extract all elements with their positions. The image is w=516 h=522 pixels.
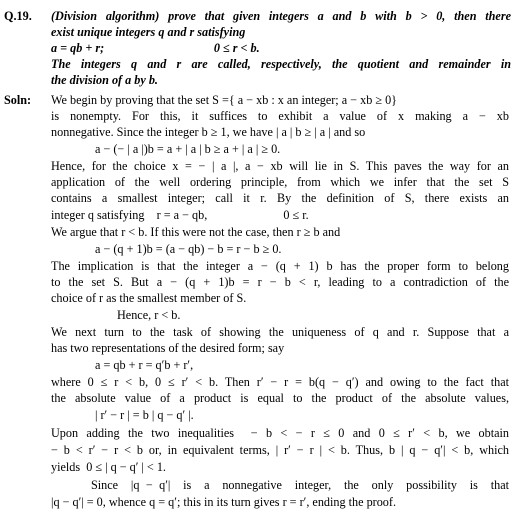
question-number: Q.19. bbox=[4, 9, 32, 23]
solution-line-7: contains a smallest integer; call it r. By the definition of S, there exists an bbox=[51, 191, 509, 205]
solution-line-24: Since |q − q′| is a nonnegative integer, the only possibility is that bbox=[91, 478, 509, 492]
solution-line-10: a − (q + 1)b = (a − qb) − b = r − b ≥ 0. bbox=[95, 242, 282, 256]
solution-line-22: − b < r′ − r < b or, in equivalent terms, | r′ − r | < b. Thus, b | q − q′| < b, which bbox=[51, 443, 509, 457]
solution-line-19: the absolute value of a product is equal to the product of the absolute values, bbox=[51, 391, 509, 405]
question-line-5: the division of a by b. bbox=[51, 73, 158, 87]
question-line-2: exist unique integers q and r satisfying bbox=[51, 25, 246, 39]
solution-line-2: is nonempty. For this, it suffices to exhibit a value of x making a − xb bbox=[51, 109, 509, 123]
solution-line-15: We next turn to the task of showing the uniqueness of q and r. Suppose that a bbox=[51, 325, 509, 339]
solution-line-13: choice of r as the smallest member of S. bbox=[51, 291, 247, 305]
solution-line-5: Hence, for the choice x = − | a |, a − xb will lie in S. This paves the way for an bbox=[51, 159, 509, 173]
solution-line-1: We begin by proving that the set S ={ a − xb : x an integer; a − xb ≥ 0} bbox=[51, 93, 398, 107]
solution-line-21: Upon adding the two inequalities − b < − r ≤ 0 and 0 ≤ r′ < b, we obtain bbox=[51, 426, 509, 440]
solution-line-6: application of the well ordering principle, from which we infer that the set S bbox=[51, 175, 509, 189]
solution-line-8: integer q satisfying r = a − qb, 0 ≤ r. bbox=[51, 208, 309, 222]
solution-line-18: where 0 ≤ r < b, 0 ≤ r′ < b. Then r′ − r = b(q − q′) and owing to the fact that bbox=[51, 375, 509, 389]
solution-line-3: nonnegative. Since the integer b ≥ 1, we have | a | b ≥ | a | and so bbox=[51, 125, 366, 139]
question-line-3: a = qb + r; 0 ≤ r < b. bbox=[51, 41, 260, 55]
solution-label: Soln: bbox=[4, 93, 32, 107]
solution-line-11: The implication is that the integer a − (q + 1) b has the proper form to belong bbox=[51, 259, 509, 273]
solution-line-12: to the set S. But a − (q + 1)b = r − b < r, leading to a contradiction of the bbox=[51, 275, 509, 289]
solution-line-4: a − (− | a |)b = a + | a | b ≥ a + | a | ≥ 0. bbox=[95, 142, 281, 156]
solution-line-16: has two representations of the desired form; say bbox=[51, 341, 285, 355]
question-line-4: The integers q and r are called, respectively, the quotient and remainder in bbox=[51, 57, 511, 71]
solution-line-14: Hence, r < b. bbox=[117, 308, 181, 322]
solution-line-23: yields 0 ≤ | q − q′ | < 1. bbox=[51, 460, 166, 474]
question-line-1: (Division algorithm) prove that given integers a and b with b > 0, then there bbox=[51, 9, 511, 23]
solution-line-9: We argue that r < b. If this were not the case, then r ≥ b and bbox=[51, 225, 341, 239]
solution-line-20: | r′ − r | = b | q − q′ |. bbox=[95, 408, 194, 422]
solution-line-25: |q − q′| = 0, whence q = q′; this in its turn gives r = r′, ending the proof. bbox=[51, 495, 397, 509]
solution-line-17: a = qb + r = q′b + r′, bbox=[95, 358, 194, 372]
